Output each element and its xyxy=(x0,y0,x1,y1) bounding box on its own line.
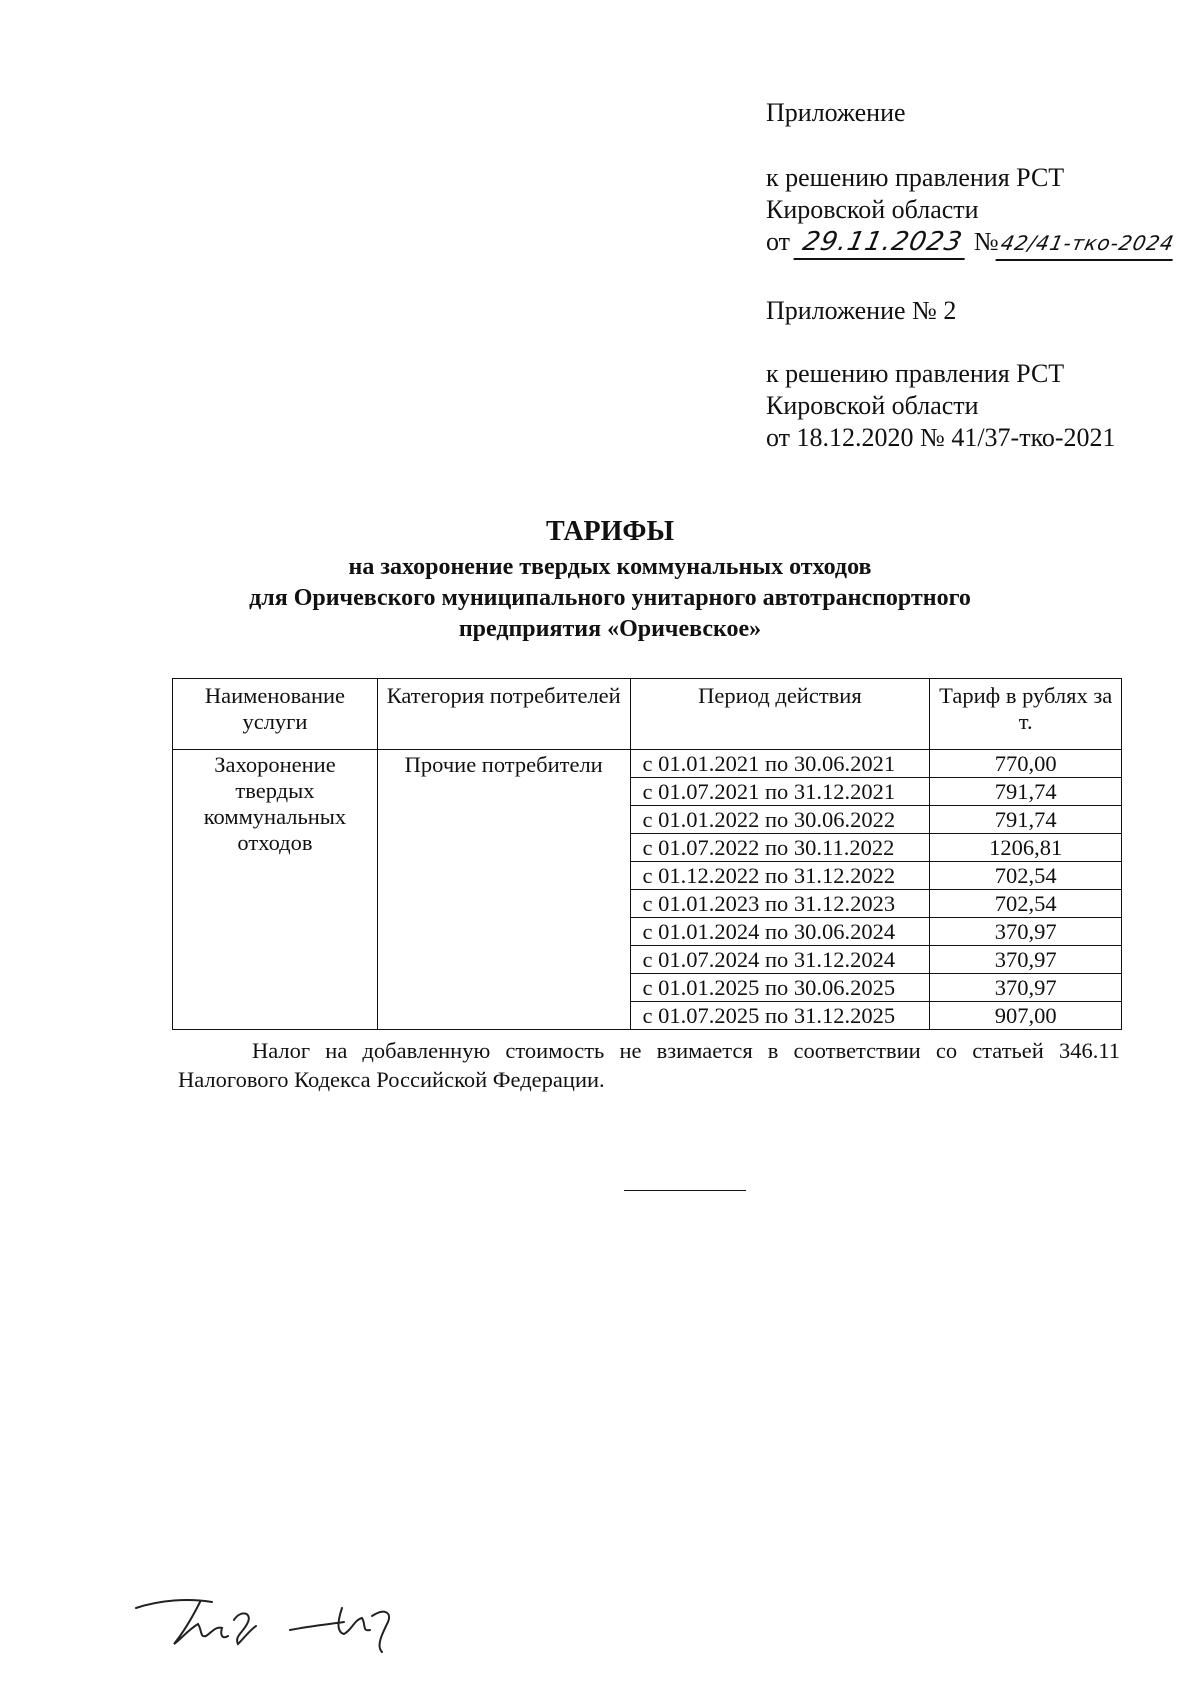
period-cell: с 01.01.2023 по 31.12.2023 xyxy=(630,890,930,918)
tariff-cell: 1206,81 xyxy=(930,834,1122,862)
tariff-cell: 370,97 xyxy=(930,918,1122,946)
period-cell: с 01.12.2022 по 31.12.2022 xyxy=(630,862,930,890)
decision2-line-2: Кировской области xyxy=(766,391,979,420)
subtitle-line-2: для Оричевского муниципального унитарного автотранспортного xyxy=(249,585,971,611)
signature-image xyxy=(130,1590,450,1660)
decision-reference-2 xyxy=(766,358,1116,454)
table-header-row xyxy=(173,679,1122,750)
decision-date-line xyxy=(766,226,1176,261)
date-prefix: от xyxy=(766,227,791,256)
period-cell: с 01.07.2022 по 30.11.2022 xyxy=(630,834,930,862)
appendix-header xyxy=(766,97,906,129)
decision-line-1: к решению правления РСТ xyxy=(766,163,1065,192)
decision-reference xyxy=(766,162,1176,261)
tariff-cell: 702,54 xyxy=(930,862,1122,890)
period-cell: с 01.01.2024 по 30.06.2024 xyxy=(630,918,930,946)
signature-stroke xyxy=(136,1600,256,1644)
period-cell: с 01.07.2025 по 31.12.2025 xyxy=(630,1002,930,1030)
period-cell: с 01.01.2021 по 30.06.2021 xyxy=(630,750,930,778)
appendix2-header xyxy=(766,295,956,327)
signature-stroke xyxy=(290,1608,389,1652)
header-service: Наименование услуги xyxy=(173,679,378,750)
period-cell: с 01.01.2025 по 30.06.2025 xyxy=(630,974,930,1002)
period-cell: с 01.07.2021 по 31.12.2021 xyxy=(630,778,930,806)
document-subtitle xyxy=(160,552,1060,645)
header-category: Категория потребителей xyxy=(377,679,630,750)
decision-line-2: Кировской области xyxy=(766,195,979,224)
tariff-cell: 702,54 xyxy=(930,890,1122,918)
header-period: Период действия xyxy=(630,679,930,750)
handwritten-number: 42/41-тко-2024 xyxy=(995,227,1179,261)
tariff-table xyxy=(172,678,1122,1030)
tax-note: Налог на добавленную стоимость не взимается в соответствии со статьей 346.11 Налогового Кодекса Российской Федерации. xyxy=(178,1038,1120,1092)
header-tariff: Тариф в рублях за т. xyxy=(930,679,1122,750)
appendix2-title: Приложение № 2 xyxy=(766,296,957,325)
tariff-cell: 791,74 xyxy=(930,806,1122,834)
period-cell: с 01.01.2022 по 30.06.2022 xyxy=(630,806,930,834)
tariff-cell: 370,97 xyxy=(930,946,1122,974)
table-row xyxy=(173,750,1122,778)
decision2-line-1: к решению правления РСТ xyxy=(766,359,1065,388)
appendix-title: Приложение xyxy=(766,98,906,127)
number-prefix: № xyxy=(973,227,999,256)
tariff-cell: 770,00 xyxy=(930,750,1122,778)
subtitle-line-3: предприятия «Оричевское» xyxy=(458,616,762,642)
category-cell: Прочие потребители xyxy=(377,750,630,1030)
tariff-cell: 791,74 xyxy=(930,778,1122,806)
tariff-cell: 370,97 xyxy=(930,974,1122,1002)
service-cell: Захоронение твердых коммунальных отходов xyxy=(173,750,378,1030)
handwritten-date: 29.11.2023 xyxy=(793,226,971,260)
decision2-line-3: от 18.12.2020 № 41/37-тко-2021 xyxy=(766,423,1116,452)
period-cell: с 01.07.2024 по 31.12.2024 xyxy=(630,946,930,974)
end-divider xyxy=(624,1190,746,1191)
subtitle-line-1: на захоронение твердых коммунальных отходов xyxy=(348,554,872,580)
document-title: ТАРИФЫ xyxy=(546,516,674,547)
tariff-cell: 907,00 xyxy=(930,1002,1122,1030)
